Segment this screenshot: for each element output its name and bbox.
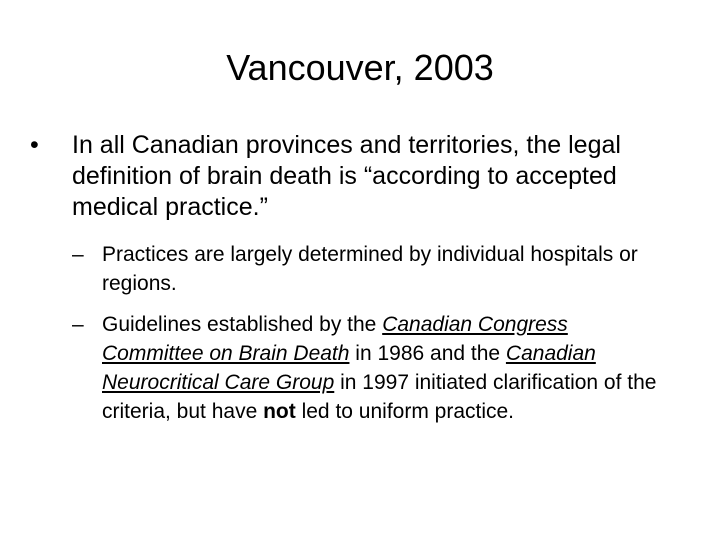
guidelines-text-part: Guidelines established by the [102,313,383,336]
dash-icon: – [72,243,84,266]
guidelines-text-part: in 1997 initiated clarification of the criteria, but have [102,371,657,423]
reference-brain-death-committee: Canadian Congress Committee on Brain Death [102,313,568,365]
dash-icon: – [72,313,84,336]
emphasis-not: not [263,400,296,423]
sub-point-practices [72,240,672,298]
sub-point-practices-text: Practices are largely determined by individual hospitals or regions. [102,243,638,295]
bullet-point [30,130,680,223]
bullet-icon: • [30,131,39,159]
bullet-point-text: In all Canadian provinces and territories, the legal definition of brain death is “according to accepted medical practice.” [72,131,621,221]
guidelines-text-part: in 1986 and the [349,342,506,365]
reference-neurocritical-care-group: Canadian Neurocritical Care Group [102,342,596,394]
sub-point-guidelines [72,310,672,426]
sub-point-guidelines-text [72,310,672,426]
slide-title: Vancouver, 2003 [226,47,494,88]
guidelines-text-part: led to uniform practice. [295,400,515,423]
